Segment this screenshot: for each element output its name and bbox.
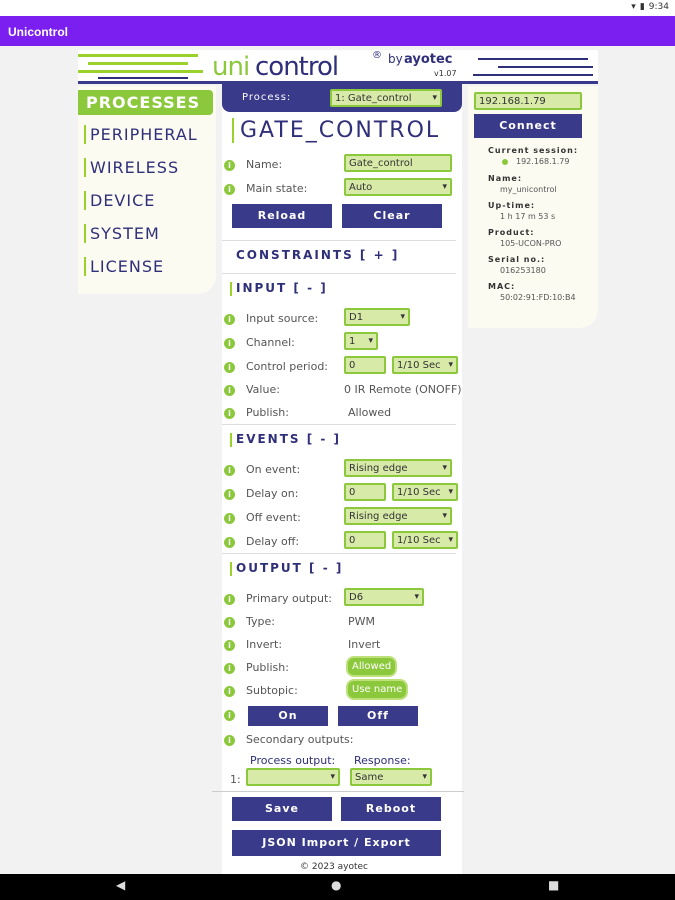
json-import-export-button[interactable]: JSON Import / Export [232,830,441,856]
delay-off-input[interactable]: 0 [344,531,386,549]
status-bar [0,0,675,16]
subtopic-label: Subtopic: [246,684,298,697]
nav-item-license[interactable]: LICENSE [84,257,164,276]
events-header[interactable]: EVENTS [ - ] [222,424,456,454]
input-header[interactable]: INPUT [ - ] [222,273,456,303]
constraints-header[interactable]: CONSTRAINTS [ + ] [222,240,456,270]
chevron-down-icon: ▾ [414,592,419,602]
invert-value: Invert [348,638,381,651]
chevron-down-icon: ▾ [442,463,447,473]
info-icon[interactable]: i [224,489,235,500]
output-header[interactable]: OUTPUT [ - ] [222,553,456,583]
chevron-down-icon: ▾ [448,360,453,370]
online-status-icon [502,159,508,165]
name-info-label: Name: [488,174,523,183]
process-editor [222,84,462,874]
main-page [0,46,675,874]
on-event-label: On event: [246,463,301,476]
publish-toggle[interactable]: Allowed [346,656,397,677]
output-publish-label: Publish: [246,661,289,674]
info-icon[interactable]: i [224,735,235,746]
logo-uni: uni [212,52,250,82]
reboot-button[interactable]: Reboot [341,797,441,821]
process-select[interactable]: 1: Gate_control ▾ [330,89,442,107]
logo-reg: ® [372,50,382,61]
info-icon[interactable]: i [224,314,235,325]
channel-select[interactable]: 1 ▾ [344,332,378,350]
info-icon[interactable]: i [224,160,235,171]
info-icon[interactable]: i [224,338,235,349]
status-time: 9:34 [648,2,669,12]
chevron-down-icon: ▾ [442,511,447,521]
primary-output-select[interactable]: D6 ▾ [344,588,424,606]
type-label: Type: [246,615,275,628]
home-icon[interactable]: ● [331,878,342,892]
nav-item-processes[interactable]: PROCESSES [78,90,213,115]
logo-brand: ayotec [404,52,453,67]
delay-on-input[interactable]: 0 [344,483,386,501]
input-publish-label: Publish: [246,406,289,419]
serial-label: Serial no.: [488,255,546,264]
banner [78,50,598,84]
logo-by: by [388,52,403,66]
info-icon[interactable]: i [224,408,235,419]
input-value: 0 IR Remote (ONOFF) [344,383,462,396]
secondary-outputs-label: Secondary outputs: [246,733,354,746]
main-state-select[interactable]: Auto ▾ [344,178,452,196]
delay-off-label: Delay off: [246,535,300,548]
response-select[interactable]: Same ▾ [350,768,432,786]
save-button[interactable]: Save [232,797,332,821]
reload-button[interactable]: Reload [232,204,332,228]
info-icon[interactable]: i [224,663,235,674]
footer-copyright: © 2023 ayotec [300,862,368,872]
nav-item-wireless[interactable]: WIRELESS [84,158,179,177]
uptime-value: 1 h 17 m 53 s [500,212,556,221]
subtopic-toggle[interactable]: Use name [346,679,408,700]
nav-panel [78,86,216,294]
info-icon[interactable]: i [224,184,235,195]
chevron-down-icon: ▾ [432,93,437,103]
response-label: Response: [354,754,411,767]
invert-label: Invert: [246,638,283,651]
type-value: PWM [348,615,376,628]
name-info-value: my_unicontrol [500,185,557,194]
clear-button[interactable]: Clear [342,204,442,228]
version-label: v1.07 [434,69,457,78]
info-icon[interactable]: i [224,465,235,476]
info-icon[interactable]: i [224,385,235,396]
product-label: Product: [488,228,535,237]
info-icon[interactable]: i [224,513,235,524]
back-icon[interactable]: ◀ [116,878,126,892]
serial-value: 016253180 [500,266,546,275]
mac-value: 50:02:91:FD:10:B4 [500,293,576,302]
connect-button[interactable]: Connect [474,114,582,138]
value-label: Value: [246,383,280,396]
channel-label: Channel: [246,336,295,349]
nav-item-peripheral[interactable]: PERIPHERAL [84,125,198,144]
app-bar [0,16,675,46]
info-icon[interactable]: i [224,617,235,628]
current-session-label: Current session: [488,146,579,155]
page-title: GATE_CONTROL [232,118,440,143]
chevron-down-icon: ▾ [442,182,447,192]
android-nav-bar [0,874,675,900]
process-bar [222,84,462,112]
app-title: Unicontrol [8,25,68,39]
chevron-down-icon: ▾ [400,312,405,322]
session-panel [468,86,598,328]
process-label: Process: [242,92,292,103]
info-icon[interactable]: i [224,537,235,548]
product-value: 105-UCON-PRO [500,239,562,248]
on-event-select[interactable]: Rising edge ▾ [344,459,452,477]
off-event-select[interactable]: Rising edge ▾ [344,507,452,525]
process-output-label: Process output: [250,754,336,767]
uptime-label: Up-time: [488,201,536,210]
control-period-label: Control period: [246,360,329,373]
chevron-down-icon: ▾ [448,487,453,497]
ip-input[interactable]: 192.168.1.79 [474,92,582,110]
info-icon[interactable]: i [224,640,235,651]
input-source-label: Input source: [246,312,319,325]
input-publish-value: Allowed [348,406,392,419]
off-event-label: Off event: [246,511,301,524]
wifi-icon: ▾ [631,2,636,12]
main-state-label: Main state: [246,182,308,195]
process-output-select[interactable] [246,768,340,786]
chevron-down-icon: ▾ [330,772,335,782]
control-period-unit-select[interactable]: 1/10 Sec ▾ [392,356,458,374]
nav-item-system[interactable]: SYSTEM [84,224,160,243]
on-button[interactable]: On [248,706,328,726]
current-session-value: 192.168.1.79 [516,157,570,166]
battery-icon: ▮ [639,2,645,12]
name-input[interactable]: Gate_control [344,154,452,172]
info-icon[interactable]: i [224,686,235,697]
chevron-down-icon: ▾ [368,336,373,346]
control-period-input[interactable]: 0 [344,356,386,374]
info-icon[interactable]: i [224,710,235,721]
mac-label: MAC: [488,282,516,291]
chevron-down-icon: ▾ [422,772,427,782]
info-icon[interactable]: i [224,594,235,605]
input-source-select[interactable]: D1 ▾ [344,308,410,326]
delay-off-unit-select[interactable]: 1/10 Sec ▾ [392,531,458,549]
secondary-row-index: 1: [230,773,241,786]
logo-control: control [255,52,339,82]
name-label: Name: [246,158,283,171]
chevron-down-icon: ▾ [448,535,453,545]
delay-on-label: Delay on: [246,487,299,500]
delay-on-unit-select[interactable]: 1/10 Sec ▾ [392,483,458,501]
primary-output-label: Primary output: [246,592,332,605]
nav-item-device[interactable]: DEVICE [84,191,155,210]
off-button[interactable]: Off [338,706,418,726]
recents-icon[interactable]: ■ [548,878,560,892]
info-icon[interactable]: i [224,362,235,373]
